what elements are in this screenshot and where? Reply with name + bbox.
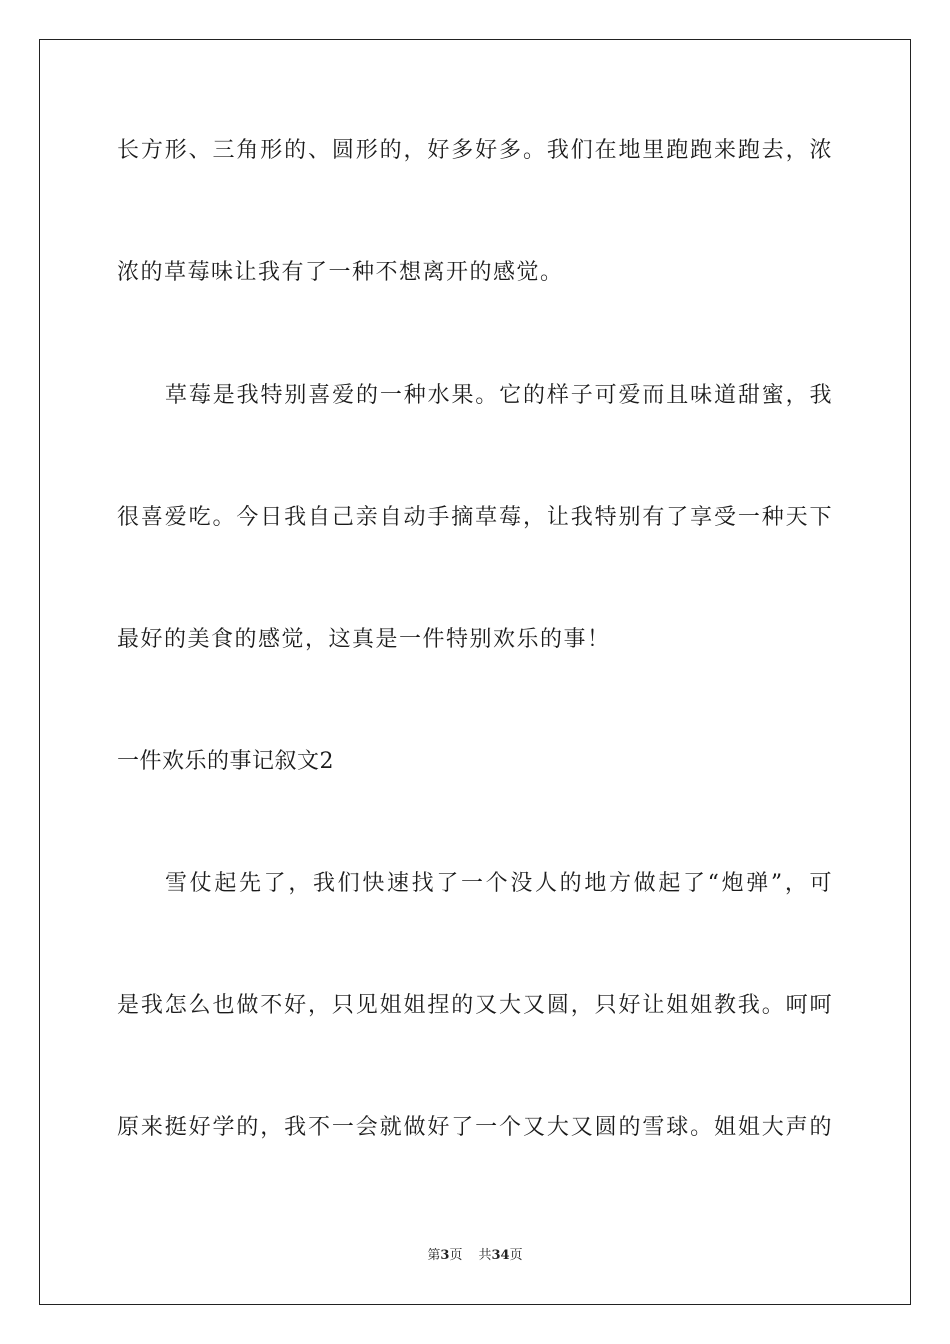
- section-heading: 一件欢乐的事记叙文2: [117, 749, 334, 774]
- paragraph-line-7: 是我怎么也做不好，只见姐姐捏的又大又圆，只好让姐姐教我。呵呵: [117, 993, 833, 1018]
- paragraph-line-1: 长方形、三角形的、圆形的，好多好多。我们在地里跑跑来跑去，浓: [117, 138, 833, 163]
- total-prefix: 共: [478, 1248, 492, 1263]
- paragraph-line-8: 原来挺好学的，我不一会就做好了一个又大又圆的雪球。姐姐大声的: [117, 1115, 833, 1140]
- paragraph-line-4: 很喜爱吃。今日我自己亲自动手摘草莓，让我特别有了享受一种天下: [117, 505, 833, 530]
- total-pages: 34: [491, 1248, 510, 1263]
- paragraph-line-2: 浓的草莓味让我有了一种不想离开的感觉。: [117, 260, 564, 285]
- page-prefix: 第: [427, 1248, 441, 1263]
- page-footer: [0, 1247, 950, 1265]
- paragraph-line-3: 草莓是我特别喜爱的一种水果。它的样子可爱而且味道甜蜜，我: [165, 383, 833, 408]
- paragraph-line-6: 雪仗起先了，我们快速找了一个没人的地方做起了“炮弹”，可: [165, 871, 833, 896]
- paragraph-line-5: 最好的美食的感觉，这真是一件特别欢乐的事！: [117, 627, 611, 652]
- page-suffix: 页: [449, 1248, 463, 1263]
- page-number: 3: [440, 1248, 450, 1263]
- total-suffix: 页: [509, 1248, 523, 1263]
